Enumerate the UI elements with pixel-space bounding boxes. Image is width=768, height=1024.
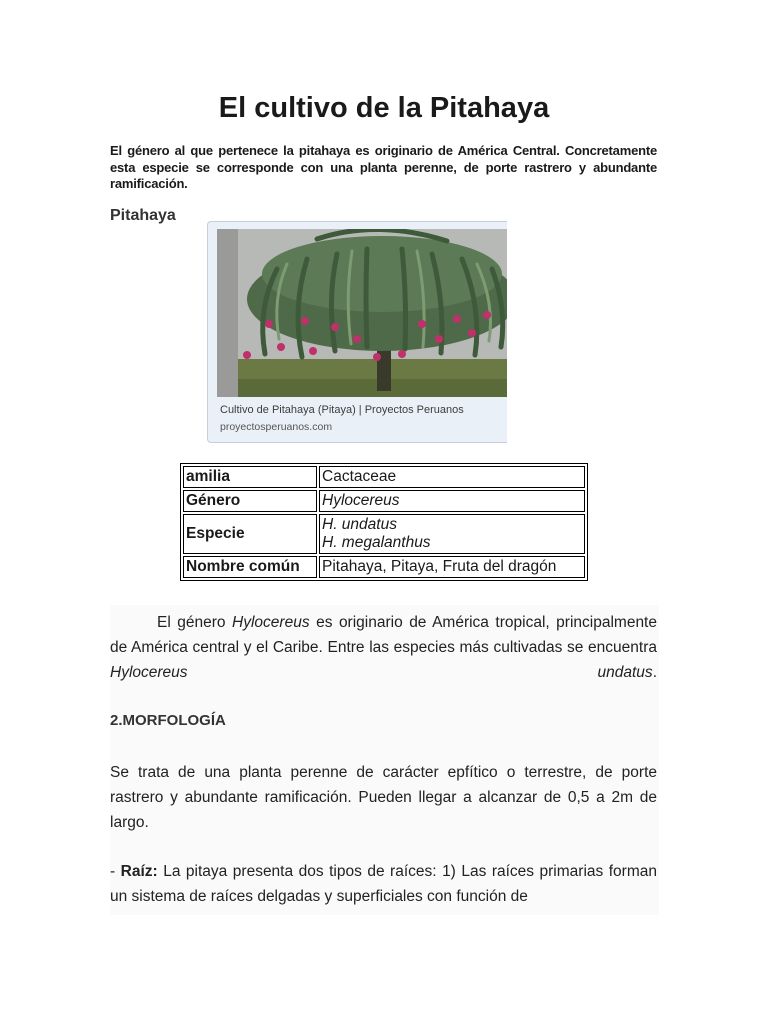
pitahaya-photo — [217, 229, 507, 397]
genus-name: Hylocereus — [232, 614, 310, 631]
species-epithet: undatus — [597, 664, 653, 681]
genus-name: Hylocereus — [322, 492, 400, 509]
species-name: H. megalanthus — [322, 534, 431, 551]
taxonomy-value: Pitahaya, Pitaya, Fruta del dragón — [319, 556, 585, 578]
table-row — [183, 514, 585, 554]
root-label: Raíz: — [120, 863, 158, 880]
taxonomy-value: Cactaceae — [319, 466, 585, 488]
taxonomy-value — [319, 514, 585, 554]
taxonomy-key: Especie — [183, 514, 317, 554]
intro-paragraph: El género al que pertenece la pitahaya es originario de América Central. Concretamente esta especie se corresponde con una planta perenne, de porte rastrero y abundante ramificación. — [110, 143, 657, 191]
image-result-card[interactable] — [207, 221, 507, 443]
taxonomy-value — [319, 490, 585, 512]
section-label: Pitahaya — [110, 207, 176, 224]
morphology-paragraph: Se trata de una planta perenne de carácter epfítico o terrestre, de porte rastrero y abundante ramificación. Pueden llegar a alcanzar de 0,5 a 2m de largo. — [110, 764, 657, 831]
origin-paragraph: El género Hylocereus es originario de América tropical, principalmente de América central y el Caribe. Entre las especies más cultivadas se encuentra Hylocereus undatus. — [110, 614, 657, 681]
document-title: El cultivo de la Pitahaya — [218, 92, 550, 124]
genus-name: Hylocereus — [110, 664, 188, 681]
image-source[interactable]: proyectosperuanos.com — [220, 421, 333, 433]
root-paragraph: - Raíz: La pitaya presenta dos tipos de raíces: 1) Las raíces primarias forman un sistema de raíces delgadas y superficiales con función de — [110, 863, 657, 905]
section-heading-morfologia: 2.MORFOLOGÍA — [110, 712, 226, 729]
taxonomy-key: Nombre común — [183, 556, 317, 578]
table-row — [183, 466, 585, 488]
taxonomy-key: Género — [183, 490, 317, 512]
species-name: H. undatus — [322, 516, 397, 533]
taxonomy-key: amilia — [183, 466, 317, 488]
table-row — [183, 556, 585, 578]
table-row — [183, 490, 585, 512]
image-caption[interactable]: Cultivo de Pitahaya (Pitaya) | Proyectos Peruanos — [220, 404, 464, 416]
taxonomy-table — [180, 463, 588, 581]
